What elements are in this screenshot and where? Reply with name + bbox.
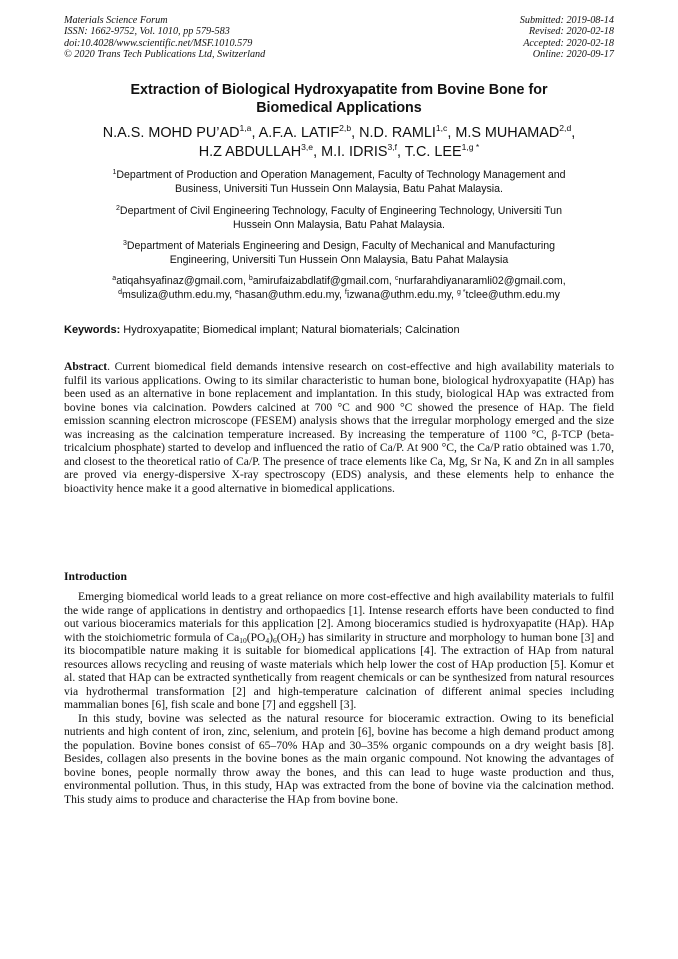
chemical-formula: $Ca_{10}(PO_4)_6(OH_2)$ — [226, 630, 306, 645]
paper-title — [64, 81, 614, 117]
affiliation-3: $^3$Department of Materials Engineering and Design, Faculty of Mechanical and Manufacturing Engineering, Universiti Tun Hussein Onn Malaysia, Batu Pahat Malaysia — [122, 240, 555, 266]
email-link[interactable]: hasan@uthm.edu.my — [238, 288, 340, 301]
journal-copyright: © 2020 Trans Tech Publications Ltd, Switzerland — [64, 49, 266, 61]
affiliation-number: 3 — [122, 240, 127, 247]
author-name: N.D. RAMLI — [359, 125, 436, 141]
author-affil-sup: 2,d — [559, 123, 572, 133]
abstract — [64, 360, 614, 495]
author-name: H.Z ABDULLAH — [198, 143, 302, 160]
journal-header-right — [520, 15, 614, 61]
accepted-date: Accepted: 2020-02-18 — [523, 37, 614, 49]
keywords-text: Hydroxyapatite; Biomedical implant; Natural biomaterials; Calcination — [120, 324, 460, 336]
affiliation-number: 1 — [112, 169, 117, 176]
author-affil-sup: 1,g * — [461, 141, 480, 152]
author-emails: $^a$atiqahsyafinaz@gmail.com, $^b$amirufaizabdlatif@gmail.com, $^c$nurfarahdiyanaramli02@gmail.com, $^d$msuliza@uthm.edu.my, $^e$hasan@uthm.edu.my, $^f$izwana@uthm.edu.my, $^{g *}$tclee@uthm.edu.my — [112, 275, 566, 301]
keywords — [64, 324, 614, 337]
revised-date: Revised: 2020-02-18 — [528, 26, 614, 38]
author-affil-sup: 1,c — [435, 123, 448, 133]
affiliation-number: 2 — [116, 205, 120, 212]
author-name: M.I. IDRIS — [321, 143, 388, 160]
paragraph: Emerging biomedical world leads to a great reliance on more cost-effective and high availability materials to fulfil the wide range of applications in dentistry and orthopaedics [1]. Intense research efforts have been conducted to find out various bioceramics materials for this application [2]. Among bioceramics studied is hydroxyapatite (HAp). HAp with the stoichiometric formula of $Ca_{10}(PO_4)_6(OH_2)$ has similarity in structure and morphology to human bone [3] and its biocompatible nature making it is suitable for biomedical applications [4]. The extraction of HAp from natural resources allows recycling and reusing of waste materials which help lower the cost of HAp production [5]. Komur et al. stated that HAp can be extracted synthetically from reagent chemicals or can be synthesized from natural resources via hydrothermal transformation [2] and high-temperature calcination of different animal species including mammalian bones [6], fish scale and bone [7] and eggshell [3]. — [64, 590, 615, 711]
abstract-label: Abstract — [64, 360, 108, 373]
email-link[interactable]: izwana@uthm.edu.my — [346, 288, 452, 301]
affiliation-2: $^2$Department of Civil Engineering Technology, Faculty of Engineering Technology, Universiti Tun Hussein Onn Malaysia, Batu Pahat Malaysia. — [116, 205, 562, 231]
author-affil-sup: 3,e — [301, 141, 314, 152]
introduction-heading: Introduction — [64, 570, 127, 583]
email-link[interactable]: amirufaizabdlatif@gmail.com — [252, 275, 389, 287]
affiliation-1: $^1$Department of Production and Operation Management, Faculty of Technology Management and Business, Universiti Tun Hussein Onn Malaysia, Batu Pahat Malaysia. — [112, 169, 566, 195]
author-list — [64, 124, 614, 161]
submitted-date: Submitted: 2019-08-14 — [519, 15, 614, 26]
author-affil-sup: 3,f — [387, 141, 398, 152]
journal-doi: doi:10.4028/www.scientific.net/MSF.1010.579 — [64, 37, 253, 49]
author-name: M.S MUHAMAD — [455, 125, 560, 141]
email-link[interactable]: nurfarahdiyanaramli02@gmail.com — [398, 275, 563, 287]
author-name: N.A.S. MOHD PU’AD — [102, 125, 240, 141]
journal-issn: ISSN: 1662-9752, Vol. 1010, pp 579-583 — [64, 26, 230, 38]
author-affil-sup: 2,b — [339, 123, 352, 133]
online-date: Online: 2020-09-17 — [532, 49, 614, 61]
author-name: A.F.A. LATIF — [258, 125, 340, 141]
email-link[interactable]: msuliza@uthm.edu.my — [122, 288, 230, 301]
author-name: T.C. LEE — [404, 143, 462, 160]
abstract-text: . Current biomedical field demands intensive research on cost-effective and high availability materials to fulfil its various applications. Owing to its similar characteristic to human bone, biological hydroxyapatite (HAp) has been used as an alternative in bone replacement and implantation. In this study, biological HAp was extracted from bovine bones via calcination. Powders calcined at 700 °C and 900 °C showed the presence of HAp. The field emission scanning electron microscope (FESEM) analysis shows that the irregular morphology emerged and the size was increasing as the calcination temperature increased. By increasing the temperature of 1100 °C, β-TCP (beta-tricalcium phosphate) started to develop and influenced the ratio of Ca/P. At 900 °C, the Ca/P ratio obtained was 1.70, and closest to the theoretical ratio of Ca/P. The presence of trace elements like Ca, Mg, Sr Na, K and Zn in all samples are proved via energy-dispersive X-ray spectroscopy (EDS) analysis, and these elements help to enhance the bioactivity hence make it a good alternative in biomedical applications. — [64, 360, 614, 495]
email-link[interactable]: tclee@uthm.edu.my — [465, 288, 560, 301]
author-line-1: N.A.S. MOHD PU’AD$^{1,a}$, A.F.A. LATIF$^{2,b}$, N.D. RAMLI$^{1,c}$, M.S MUHAMAD$^{2,d}$, — [102, 123, 576, 141]
author-affil-sup: 1,a — [239, 123, 252, 133]
keywords-label: Keywords: — [64, 324, 121, 336]
journal-header-left — [64, 15, 265, 61]
title-line-2: Biomedical Applications — [256, 100, 422, 116]
email-link[interactable]: atiqahsyafinaz@gmail.com — [116, 275, 243, 287]
author-line-2: H.Z ABDULLAH$^{3,e}$, M.I. IDRIS$^{3,f}$, T.C. $LEE^{1,g *}$ — [198, 141, 480, 160]
journal-name: Materials Science Forum — [64, 15, 168, 26]
paragraph: In this study, bovine was selected as the natural resource for bioceramic extraction. Owing to its beneficial nutrients and high content of iron, zinc, selenium, and protein [6], bovine has become a high demand product among the population. Bovine bones consist of 65–70% HAp and 30–35% organic compounds on a dry weight basis [8]. Besides, collagen also presents in the bovine bones as the main organic compound. Not knowing the advantages of bovine bones, people normally throw away the bones, and this can lead to huge waste production and thus, environmental pollution. Thus, in this study, HAp was extracted from the bone of bovine via the calcination method. This study aims to produce and characterise the HAp from bovine bone. — [64, 711, 614, 806]
introduction-body — [64, 590, 614, 806]
title-line-1: Extraction of Biological Hydroxyapatite from Bovine Bone for — [130, 82, 548, 98]
